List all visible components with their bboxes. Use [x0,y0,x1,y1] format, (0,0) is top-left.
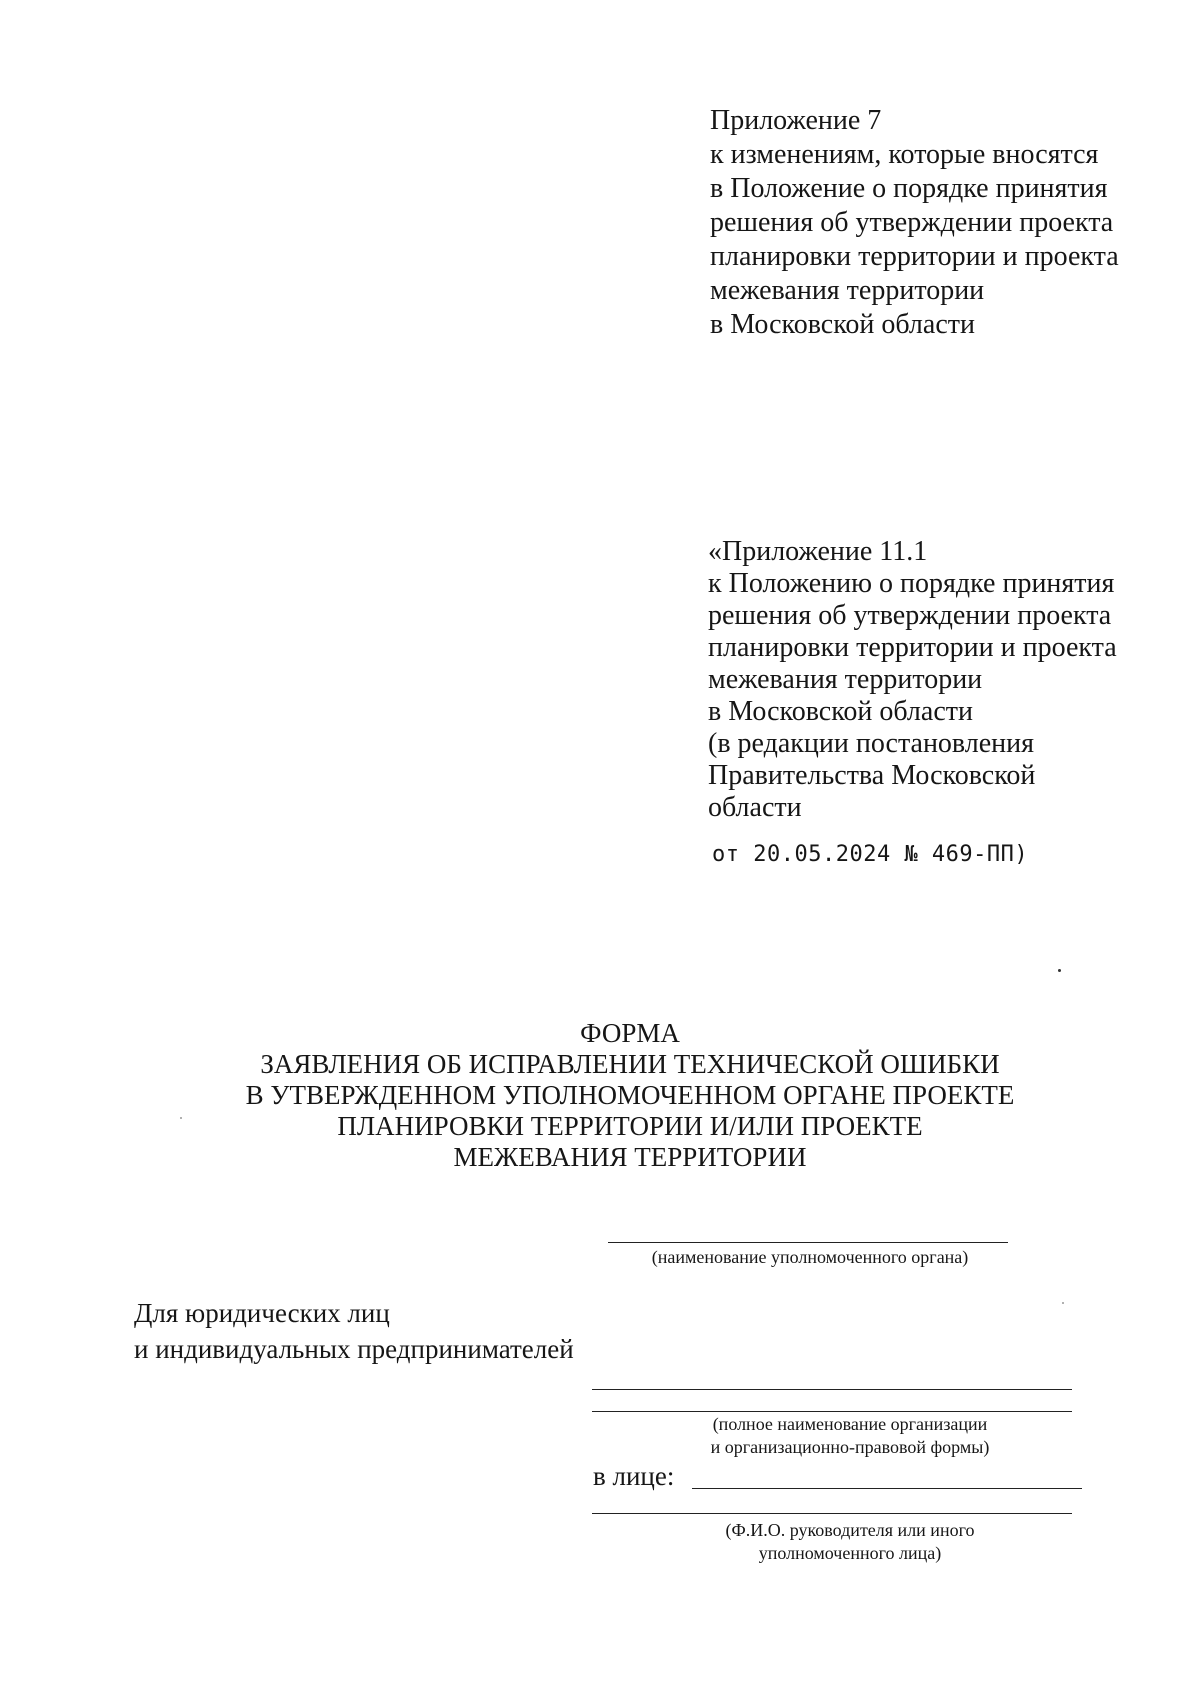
in-person-label: в лице: [593,1461,675,1491]
appendix-7-line: решения об утверждении проекта [710,207,1114,238]
organization-caption-line: (полное наименование организации [712,1414,988,1434]
appendix-7-header [710,104,1119,342]
form-title-line: МЕЖЕВАНИЯ ТЕРРИТОРИИ [453,1142,807,1172]
authority-name-field-line[interactable] [608,1242,1008,1243]
organization-caption-line: и организационно-правовой формы) [710,1437,990,1457]
organization-name-field-line[interactable] [592,1389,1072,1390]
organization-name-caption [660,1413,1040,1459]
appendix-11-1-line: к Положению о порядке принятия [708,568,1115,599]
appendix-11-1-line: (в редакции постановления [708,728,1035,759]
appendix-7-line: в Положение о порядке принятия [710,173,1108,204]
in-person-field-line[interactable] [692,1488,1082,1489]
appendix-11-1-header [708,536,1117,824]
scan-speck [1058,969,1061,972]
appendix-7-line: Приложение 7 [710,105,882,136]
applicant-type-label [134,1295,574,1367]
appendix-11-1-line: в Московской области [708,696,973,727]
appendix-11-1-line: решения об утверждении проекта [708,600,1112,631]
appendix-11-1-line: области [708,792,802,823]
scan-speck [180,1117,182,1119]
appendix-11-1-line: «Приложение 11.1 [708,536,928,567]
representative-caption-line: (Ф.И.О. руководителя или иного [725,1520,975,1540]
representative-caption-line: уполномоченного лица) [758,1543,942,1563]
appendix-11-1-line: межевания территории [708,664,983,695]
scan-speck [1062,1302,1064,1304]
applicant-type-line: Для юридических лиц [134,1298,390,1328]
form-title-line: ФОРМА [580,1018,680,1048]
form-title [130,1018,1130,1173]
form-title-line: В УТВЕРЖДЕННОМ УПОЛНОМОЧЕННОМ ОРГАНЕ ПРОЕКТЕ [245,1080,1015,1110]
appendix-7-line: планировки территории и проекта [710,241,1119,272]
appendix-11-1-line: планировки территории и проекта [708,632,1117,663]
form-title-line: ПЛАНИРОВКИ ТЕРРИТОРИИ И/ИЛИ ПРОЕКТЕ [337,1111,923,1141]
form-title-line: ЗАЯВЛЕНИЯ ОБ ИСПРАВЛЕНИИ ТЕХНИЧЕСКОЙ ОШИБКИ [260,1049,1000,1079]
appendix-7-line: межевания территории [710,275,985,306]
applicant-type-line: и индивидуальных предпринимателей [134,1334,574,1364]
organization-form-field-line[interactable] [592,1411,1072,1412]
representative-caption [660,1519,1040,1565]
appendix-7-line: в Московской области [710,309,975,340]
authority-name-caption: (наименование уполномоченного органа) [651,1247,969,1267]
appendix-11-1-line: Правительства Московской [708,760,1036,791]
representative-field-line[interactable] [592,1513,1072,1514]
appendix-7-line: к изменениям, которые вносятся [710,139,1099,170]
edition-date-stamp: от 20.05.2024 № 469-ПП) [712,842,1029,867]
